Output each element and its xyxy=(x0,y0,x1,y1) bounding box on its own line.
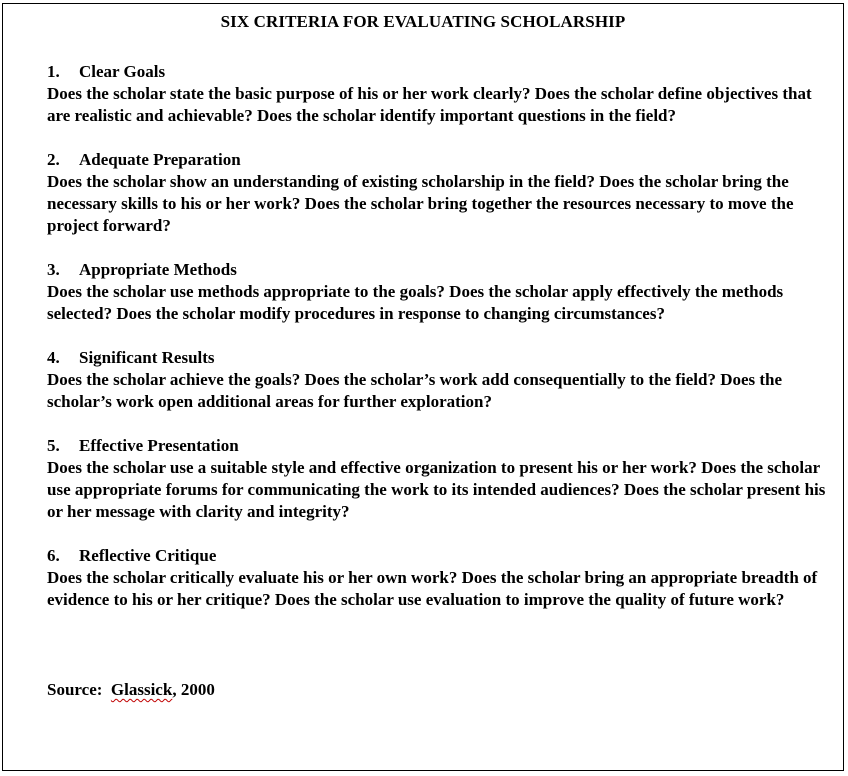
criterion-title: Adequate Preparation xyxy=(79,150,241,169)
criteria-list xyxy=(47,61,837,633)
criterion-number: 4. xyxy=(47,348,60,367)
criterion-title: Clear Goals xyxy=(79,62,166,81)
source-author: Glassick xyxy=(110,680,173,699)
criterion-description: Does the scholar show an understanding of existing scholarship in the field? Does the scholar bring the necessary skills to his or her work? Does the scholar bring together the resources necessary to move the project forward? xyxy=(47,172,794,235)
criterion-adequate-preparation xyxy=(47,149,837,237)
criterion-title: Significant Results xyxy=(79,348,215,367)
criterion-number: 3. xyxy=(47,260,60,279)
source-label: Source: xyxy=(47,680,103,699)
source-citation xyxy=(47,679,215,701)
criterion-description: Does the scholar use a suitable style and effective organization to present his or her work? Does the scholar use appropriate forums for communicating the work to its intended audiences? Does the scholar present his or her message with clarity and integrity? xyxy=(47,458,826,521)
document-title: SIX CRITERIA FOR EVALUATING SCHOLARSHIP xyxy=(220,12,626,31)
criterion-heading xyxy=(47,259,837,281)
criterion-heading xyxy=(47,149,837,171)
criterion-reflective-critique xyxy=(47,545,837,611)
criterion-number: 5. xyxy=(47,436,60,455)
criterion-number: 2. xyxy=(47,150,60,169)
criterion-heading xyxy=(47,61,837,83)
criterion-appropriate-methods xyxy=(47,259,837,325)
criterion-title: Reflective Critique xyxy=(79,546,217,565)
criterion-heading xyxy=(47,435,837,457)
criterion-title: Effective Presentation xyxy=(79,436,239,455)
criterion-title: Appropriate Methods xyxy=(79,260,237,279)
criterion-description: Does the scholar achieve the goals? Does the scholar’s work add consequentially to the field? Does the scholar’s work open additional areas for further exploration? xyxy=(47,370,783,411)
criterion-effective-presentation xyxy=(47,435,837,523)
criterion-significant-results xyxy=(47,347,837,413)
document-frame xyxy=(2,3,844,771)
criterion-heading xyxy=(47,545,837,567)
criterion-number: 6. xyxy=(47,546,60,565)
criterion-number: 1. xyxy=(47,62,60,81)
criterion-description: Does the scholar critically evaluate his or her own work? Does the scholar bring an appropriate breadth of evidence to his or her critique? Does the scholar use evaluation to improve the quality of future work? xyxy=(47,568,818,609)
criterion-heading xyxy=(47,347,837,369)
source-year: , 2000 xyxy=(172,680,215,699)
criterion-description: Does the scholar state the basic purpose of his or her work clearly? Does the scholar define objectives that are realistic and achievable? Does the scholar identify important questions in the field? xyxy=(47,84,812,125)
criterion-clear-goals xyxy=(47,61,837,127)
criterion-description: Does the scholar use methods appropriate to the goals? Does the scholar apply effectively the methods selected? Does the scholar modify procedures in response to changing circumstances? xyxy=(47,282,784,323)
